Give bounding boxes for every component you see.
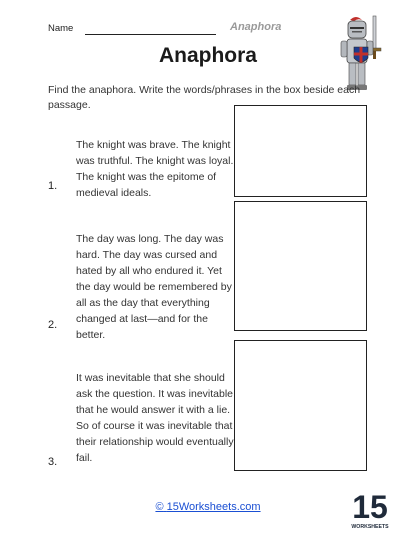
header-topic: Anaphora xyxy=(230,21,282,33)
instructions: Find the anaphora. Write the words/phrases in the box beside each passage. xyxy=(48,84,361,111)
logo-number: 15 xyxy=(352,489,388,525)
passage-1-text: The knight was brave. The knight was truthful. The knight was loyal. The knight was the epitome of medieval ideals. xyxy=(76,139,234,199)
answer-box-1[interactable] xyxy=(234,105,367,197)
worksheets-logo-icon xyxy=(350,487,390,531)
footer-link[interactable] xyxy=(155,501,260,513)
answer-box-3[interactable] xyxy=(234,340,367,471)
logo-text: WORKSHEETS xyxy=(351,524,389,530)
passage-2-number: 2. xyxy=(48,319,58,331)
passage-3-text: It was inevitable that she should ask the question. It was inevitable that he would answer it with a lie. So of course it was inevitable that their relationship would eventually fail. xyxy=(76,372,234,464)
name-label: Name xyxy=(48,23,74,34)
passage-2-text: The day was long. The day was hard. The day was cursed and hated by all who endured it. Yet the day would be remembered by all as the day that everything changed at last—and for the better. xyxy=(76,233,232,341)
name-write-line[interactable] xyxy=(85,34,216,35)
answer-box-2[interactable] xyxy=(234,201,367,331)
passage-1-number: 1. xyxy=(48,180,58,192)
page-title: Anaphora xyxy=(158,44,257,67)
footer-site: 15Worksheets.com xyxy=(166,501,261,513)
passage-3-number: 3. xyxy=(48,456,58,468)
copyright-icon: © xyxy=(155,501,164,513)
